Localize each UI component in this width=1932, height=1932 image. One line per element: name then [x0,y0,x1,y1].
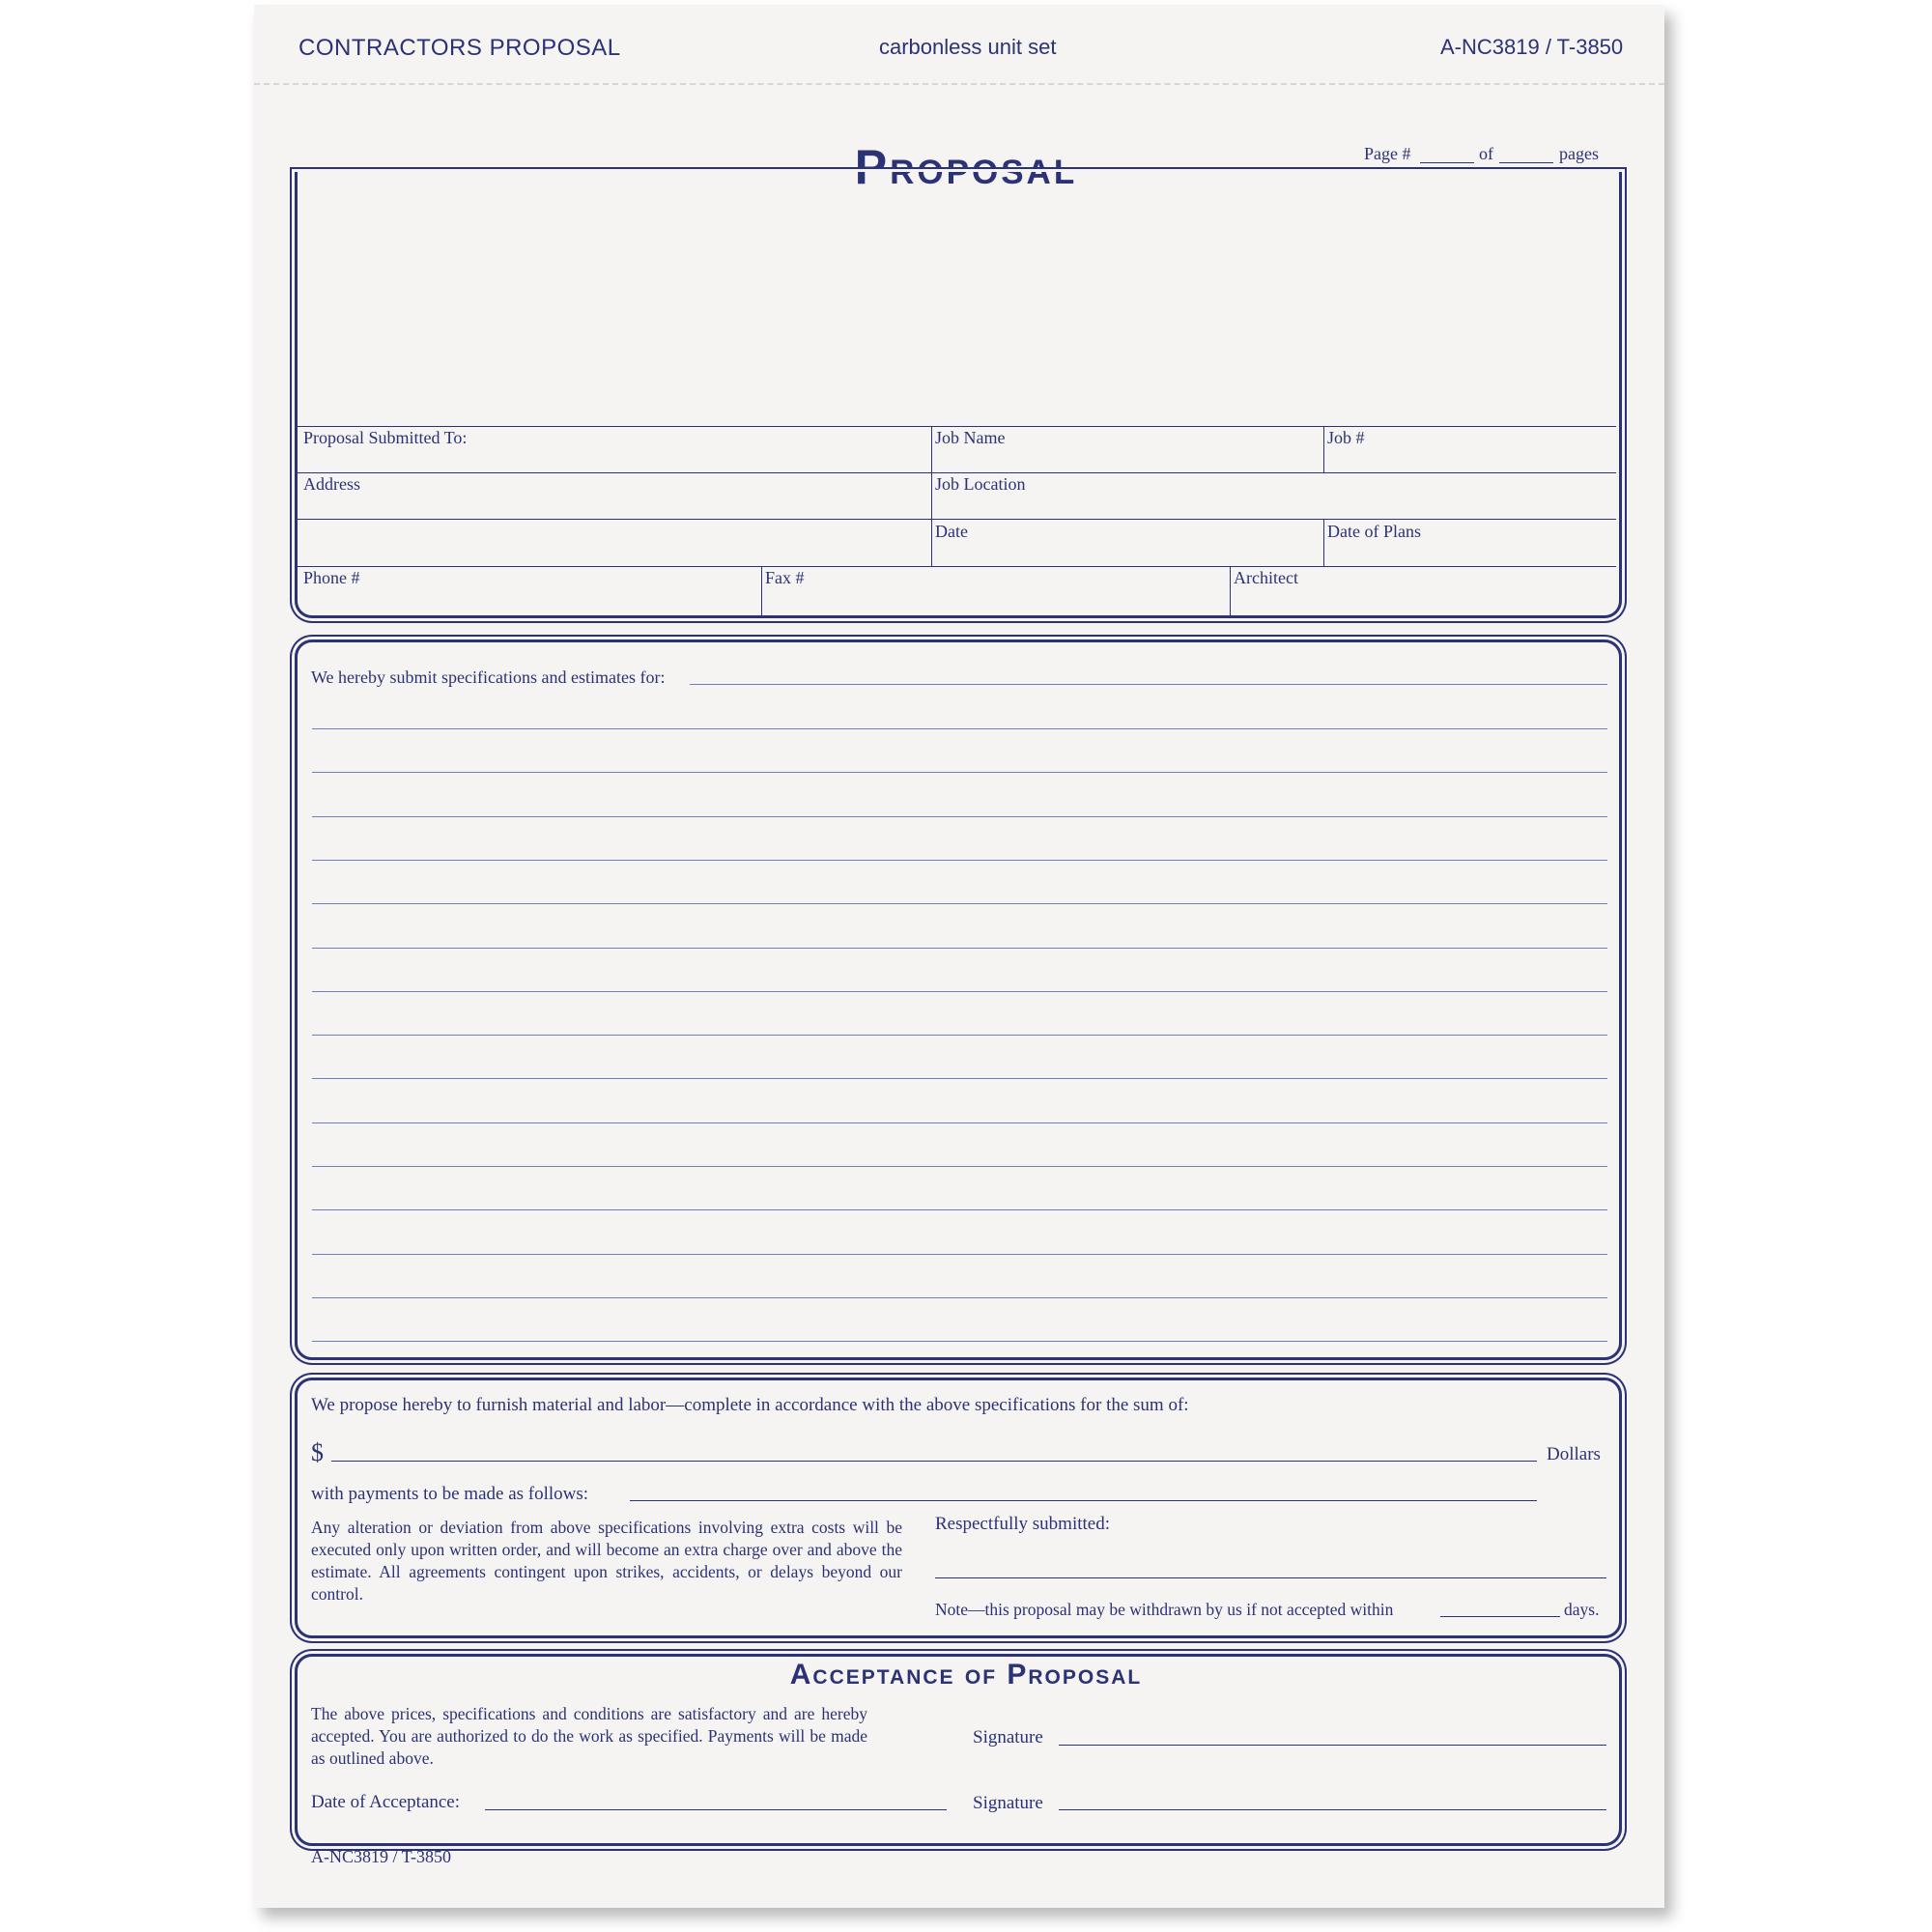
form-code-top: A-NC3819 / T-3850 [1440,35,1624,59]
specification-line[interactable] [312,816,1607,817]
specification-line[interactable] [312,903,1607,904]
specification-line[interactable] [312,1297,1607,1298]
set-type: carbonless unit set [879,35,1057,59]
submitted-to-label[interactable]: Proposal Submitted To: [303,428,468,447]
submitted-signature-field[interactable] [935,1577,1606,1578]
respectfully-label: Respectfully submitted: [935,1514,1111,1534]
specification-line[interactable] [312,1035,1607,1036]
signature-field-2[interactable] [1059,1809,1606,1810]
page-title: Proposal [854,140,1078,194]
of-label: of [1479,144,1493,163]
specifications-first-line[interactable] [690,684,1607,685]
signature-label-2: Signature [973,1793,1043,1813]
specification-line[interactable] [312,948,1607,949]
specification-line[interactable] [312,728,1607,729]
job-name-label[interactable]: Job Name [935,428,1006,447]
fax-label[interactable]: Fax # [765,568,805,587]
note-prefix: Note—this proposal may be withdrawn by us if not accepted within [935,1600,1394,1619]
specifications-panel [295,639,1622,1360]
dollar-sign: $ [311,1438,324,1466]
job-number-label[interactable]: Job # [1327,428,1365,447]
info-panel [295,172,1622,618]
phone-label[interactable]: Phone # [303,568,360,587]
page-total-field[interactable] [1499,162,1553,163]
page-number-field[interactable] [1420,162,1474,163]
specification-line[interactable] [312,1254,1607,1255]
payments-field[interactable] [630,1500,1537,1501]
date-of-acceptance-label: Date of Acceptance: [311,1792,461,1812]
conditions-text: Any alteration or deviation from above specifications involving extra costs will be executed only upon written order, and will become an extra charge over and above the estimate. All agreements contingent upon strikes, accidents, or delays beyond our control. [311,1518,902,1604]
date-of-acceptance-field[interactable] [485,1809,947,1810]
note-suffix: days. [1564,1600,1600,1619]
signature-label-1: Signature [973,1727,1043,1747]
date-label[interactable]: Date [935,522,968,541]
specification-line[interactable] [312,860,1607,861]
job-location-label[interactable]: Job Location [935,474,1026,494]
specification-line[interactable] [312,1341,1607,1342]
address-label[interactable]: Address [303,474,360,494]
specification-line[interactable] [312,1122,1607,1123]
specifications-label: We hereby submit specifications and estimates for: [311,668,666,687]
acceptance-text: The above prices, specifications and conditions are satisfactory and are hereby accepted. You are authorized to do the work as specified. Payments will be made as outlined above. [311,1704,867,1768]
specification-line[interactable] [312,772,1607,773]
specification-line[interactable] [312,1166,1607,1167]
acceptance-heading: Acceptance of Proposal [789,1659,1143,1690]
specification-line[interactable] [312,1209,1607,1210]
signature-field-1[interactable] [1059,1745,1606,1746]
specification-line[interactable] [312,991,1607,992]
pages-label: pages [1559,144,1599,163]
info-grid-top [298,426,1616,427]
dollars-label: Dollars [1547,1444,1601,1464]
specification-line[interactable] [312,1078,1607,1079]
form-code-bottom: A-NC3819 / T-3850 [311,1847,452,1866]
date-of-plans-label[interactable]: Date of Plans [1327,522,1421,541]
architect-label[interactable]: Architect [1234,568,1298,587]
payments-label: with payments to be made as follows: [311,1484,589,1504]
perforation-line [254,83,1664,85]
form-name: CONTRACTORS PROPOSAL [298,35,621,61]
page-label: Page # [1364,144,1411,163]
propose-text: We propose hereby to furnish material and labor—complete in accordance with the above specifications for the sum of: [311,1395,1189,1415]
days-field[interactable] [1440,1616,1560,1617]
sum-field[interactable] [331,1461,1537,1462]
